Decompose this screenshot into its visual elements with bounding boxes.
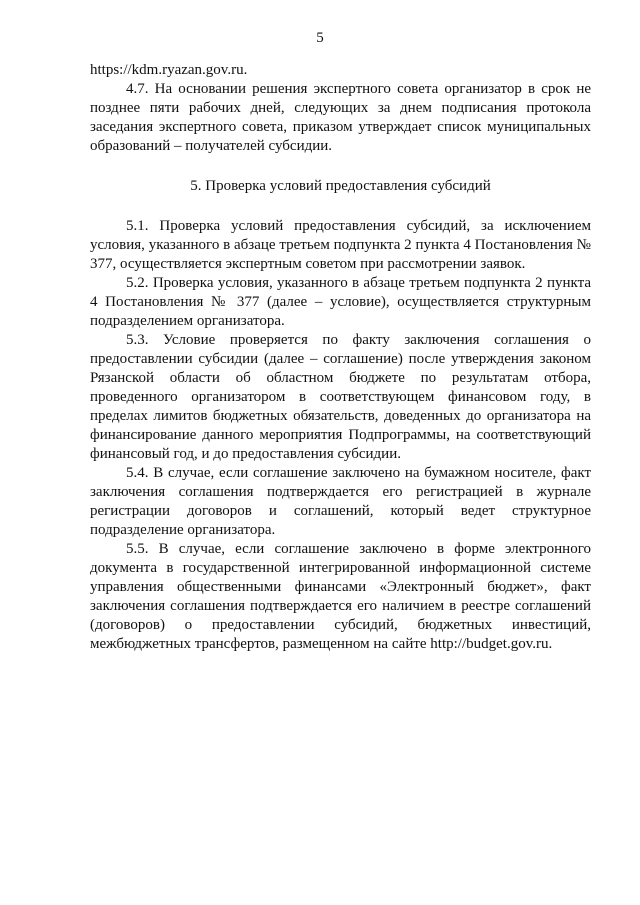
paragraph-5-3: 5.3. Условие проверяется по факту заключения соглашения о предоставлении субсидии (далее – соглашение) после утверждения законом Рязанской области об областном бюджете по результатам отбора, проведенного организатором в соответствующем финансовом году, в пределах лимитов бюджетных обязательств, доведенных до организатора на финансирование данного мероприятия Подпрограммы, на соответствующий финансовый год, и до предоставления субсидии. xyxy=(90,332,591,462)
url-line: https://kdm.ryazan.gov.ru. xyxy=(90,62,248,78)
page-number: 5 xyxy=(316,30,324,46)
paragraph-5-2: 5.2. Проверка условия, указанного в абзаце третьем подпункта 2 пункта 4 Постановления № 377 (далее – условие), осуществляется структурным подразделением организатора. xyxy=(90,275,591,329)
document-body xyxy=(90,61,591,654)
paragraph-5-5: 5.5. В случае, если соглашение заключено в форме электронного документа в государственной интегрированной информационной системе управления общественными финансами «Электронный бюджет», факт заключения соглашения подтверждается его наличием в реестре соглашений (договоров) о предоставлении субсидий, бюджетных инвестиций, межбюджетных трансфертов, размещенном на сайте http://budget.gov.ru. xyxy=(90,541,591,652)
paragraph-4-7: 4.7. На основании решения экспертного совета организатор в срок не позднее пяти рабочих дней, следующих за днем подписания протокола заседания экспертного совета, приказом утверждает список муниципальных образований – получателей субсидии. xyxy=(90,81,591,154)
section-5-heading: 5. Проверка условий предоставления субсидий xyxy=(190,178,491,194)
paragraph-5-1: 5.1. Проверка условий предоставления субсидий, за исключением условия, указанного в абзаце третьем подпункта 2 пункта 4 Постановления № 377, осуществляется экспертным советом при рассмотрении заявок. xyxy=(90,218,591,272)
paragraph-5-4: 5.4. В случае, если соглашение заключено на бумажном носителе, факт заключения соглашения подтверждается его регистрацией в журнале регистрации договоров и соглашений, который ведет структурное подразделение организатора. xyxy=(90,465,591,538)
